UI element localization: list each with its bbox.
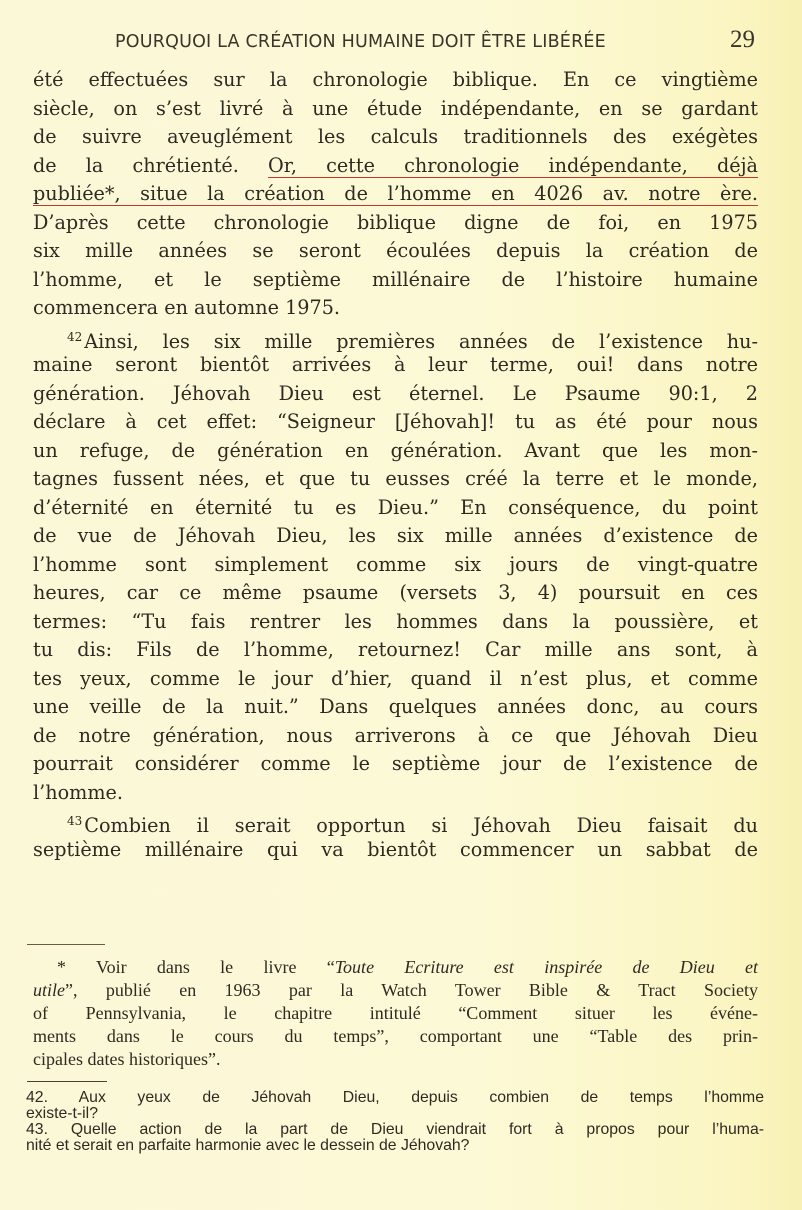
paragraph-42-start (33, 323, 758, 352)
text-line: été effectuées sur la chronologie biblique. En ce vingtième (33, 68, 758, 91)
text-segment: * Voir dans le livre “ (57, 957, 335, 977)
study-questions (26, 1090, 764, 1154)
question-42-line: existe-t-il? (26, 1105, 98, 1122)
text-line: d’éternité en éternité tu es Dieu.” En conséquence, du point (33, 495, 758, 519)
text-line: l’homme. (33, 780, 123, 804)
footnote-line: ments dans le cours du temps”, comportant une “Table des prin- (33, 1026, 758, 1046)
question-43-line: 43. Quelle action de la part de Dieu viendrait fort à propos pour l’huma- (26, 1121, 764, 1138)
text-line: six mille années se seront écoulées depuis la création de (33, 239, 758, 262)
text-segment: de la chrétienté. (33, 153, 269, 177)
text-line: maine seront bientôt arrivées à leur terme, oui! dans notre (33, 353, 758, 376)
text-line: un refuge, de génération en génération. Avant que les mon- (33, 438, 758, 462)
page-number: 29 (730, 26, 755, 53)
paragraph-43-start (33, 807, 758, 836)
text-line: l’homme sont simplement comme six jours de vingt-quatre (33, 552, 758, 576)
text-line: D’après cette chronologie biblique digne de foi, en 1975 (33, 210, 758, 234)
text-line (33, 180, 758, 209)
text-line: pourrait considérer comme le septième jour de l’existence de (33, 752, 758, 775)
underlined-passage: publiée*, situe la création de l’homme en 4026 av. notre ère. (33, 182, 758, 205)
text-segment: Ainsi, les six mille premières années de l’existence hu- (84, 329, 758, 353)
text-line: de suivre aveuglément les calculs traditionnels des exégètes (33, 125, 758, 148)
footnote-line: of Pennsylvania, le chapitre intitulé “Comment situer les événe- (33, 1003, 758, 1023)
text-line: termes: “Tu fais rentrer les hommes dans la poussière, et (33, 609, 758, 633)
question-43-line: nité et serait en parfaite harmonie avec le dessein de Jéhovah? (26, 1137, 470, 1154)
text-line: commencera en automne 1975. (33, 296, 341, 319)
paragraph-number: 42 (67, 329, 83, 344)
text-line: tagnes fussent nées, et que tu eusses créé la terre et le monde, (33, 467, 758, 490)
text-line: de vue de Jéhovah Dieu, les six mille années d’existence de (33, 524, 758, 547)
text-line (33, 152, 758, 181)
paragraph-number: 43 (67, 814, 83, 828)
footnote-line (33, 979, 758, 1002)
text-line: une veille de la nuit.” Dans quelques années donc, au cours (33, 695, 758, 718)
questions-divider (27, 1081, 107, 1082)
text-segment: ”, publié en 1963 par la Watch Tower Bible & Tract Society (65, 980, 758, 1000)
text-line: septième millénaire qui va bientôt commencer un sabbat de (33, 837, 758, 861)
text-line: déclare à cet effet: “Seigneur [Jéhovah]! tu as été pour nous (33, 410, 758, 433)
running-head (115, 26, 755, 54)
question-42-line: 42. Aux yeux de Jéhovah Dieu, depuis combien de temps l’homme (26, 1089, 764, 1106)
text-line: heures, car ce même psaume (versets 3, 4) poursuit en ces (33, 581, 758, 604)
book-title: utile (33, 980, 65, 1000)
text-line: de notre génération, nous arriverons à ce que Jéhovah Dieu (33, 723, 758, 747)
body-text (33, 66, 758, 864)
text-segment: Combien il serait opportun si Jéhovah Dieu faisait du (84, 814, 758, 837)
text-line: siècle, on s’est livré à une étude indépendante, en se gardant (33, 96, 758, 120)
footnote (33, 956, 758, 1071)
text-line: tu dis: Fils de l’homme, retournez! Car mille ans sont, à (33, 638, 758, 661)
footnote-divider (27, 944, 105, 945)
footnote-line: cipales dates historiques”. (33, 1049, 221, 1069)
text-line: génération. Jéhovah Dieu est éternel. Le Psaume 90:1, 2 (33, 381, 758, 405)
running-title: POURQUOI LA CRÉATION HUMAINE DOIT ÊTRE LIBÉRÉE (115, 32, 606, 52)
text-line: tes yeux, comme le jour d’hier, quand il n’est plus, et comme (33, 666, 758, 690)
underlined-passage: Or, cette chronologie indépendante, déjà (268, 153, 759, 177)
footnote-line (33, 956, 758, 979)
text-line: l’homme, et le septième millénaire de l’histoire humaine (33, 267, 758, 291)
book-title: Toute Ecriture est inspirée de Dieu et (334, 957, 758, 977)
